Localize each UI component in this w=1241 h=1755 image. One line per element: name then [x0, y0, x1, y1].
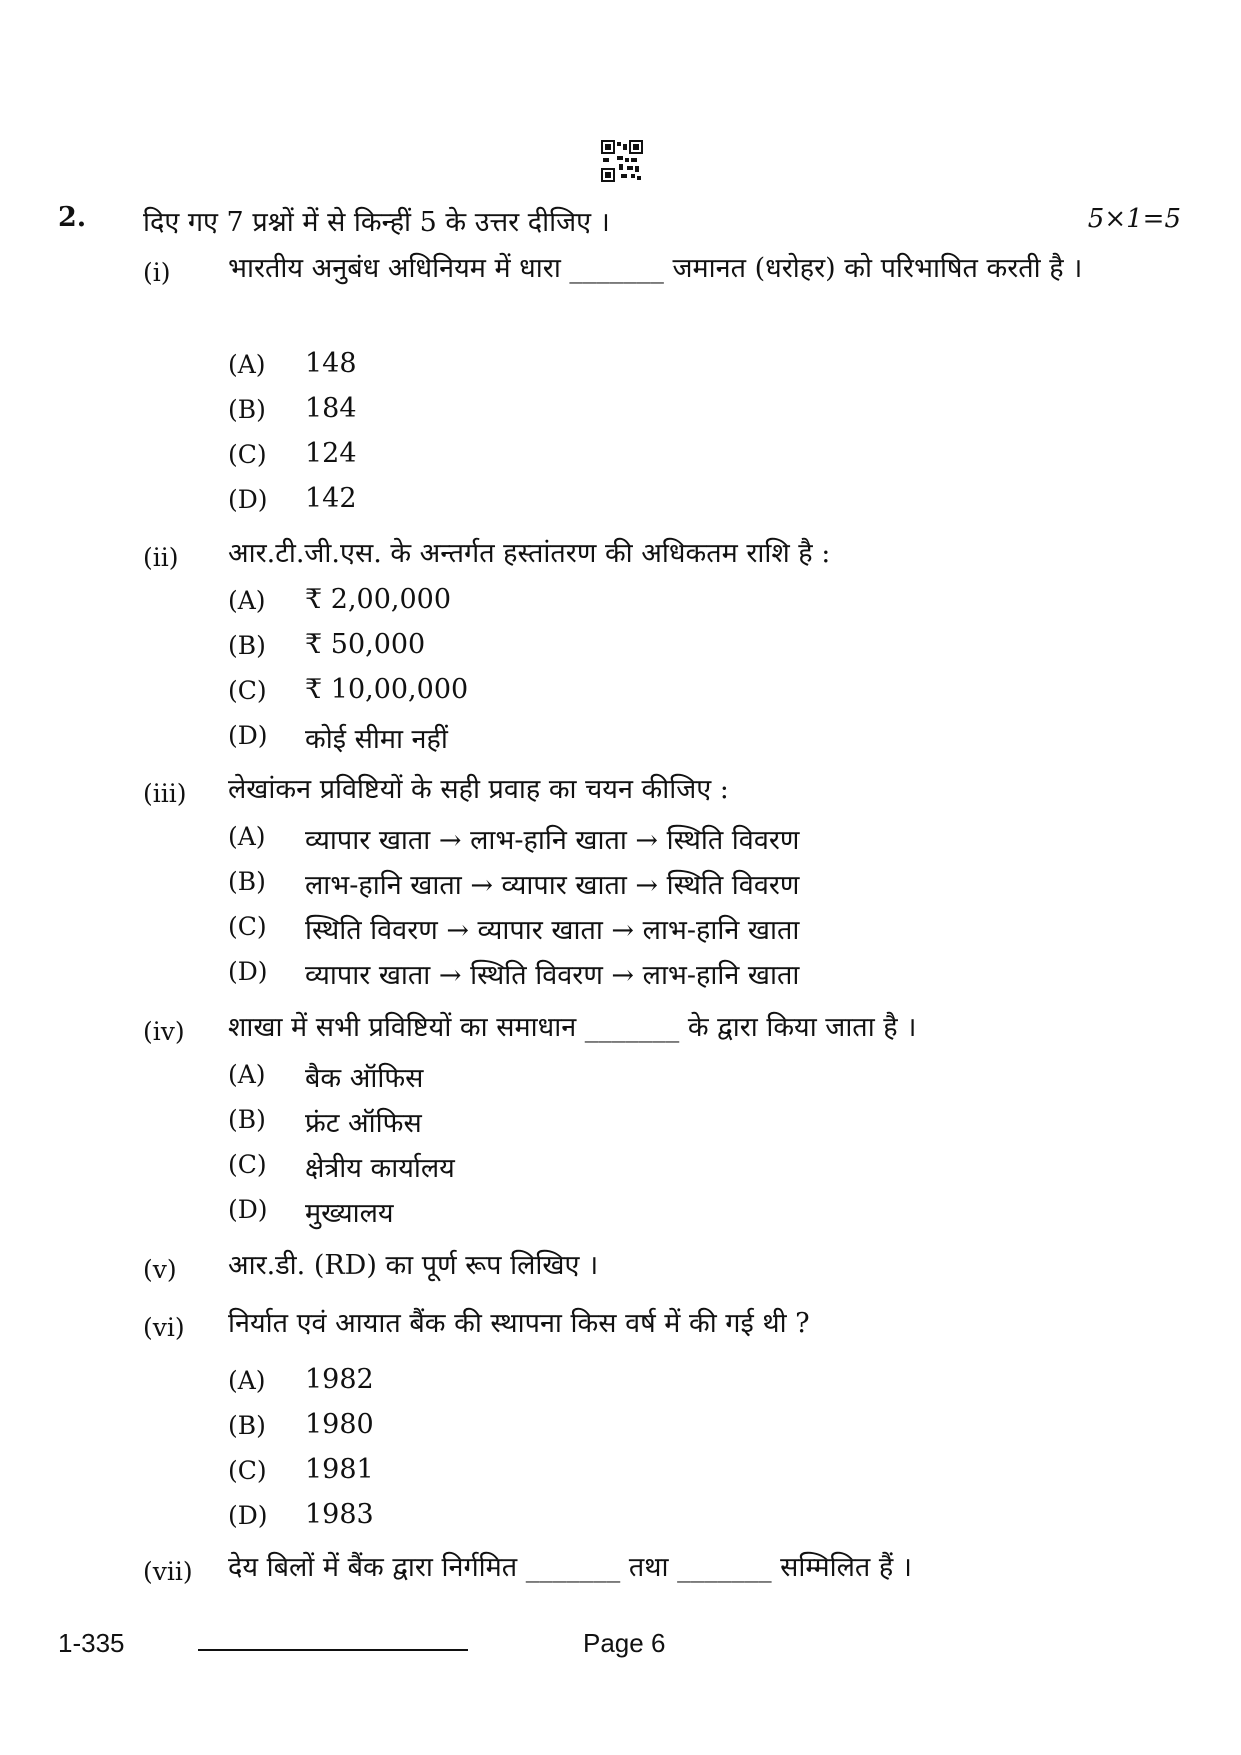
footer-divider [198, 1649, 468, 1651]
option-text: लाभ-हानि खाता → व्यापार खाता → स्थिति विवरण [305, 870, 800, 901]
marks-allocation: 5×1=5 [1087, 204, 1181, 234]
option-text: 148 [305, 348, 357, 379]
option-label: (A) [228, 1366, 266, 1395]
subquestion-number: (vi) [143, 1313, 185, 1342]
option-label: (B) [228, 1105, 266, 1134]
option-label: (D) [228, 957, 268, 986]
option-text: फ्रंट ऑफिस [305, 1108, 422, 1139]
subquestion-number: (vii) [143, 1557, 193, 1586]
option-label: (B) [228, 1411, 266, 1440]
option-text: व्यापार खाता → लाभ-हानि खाता → स्थिति विवरण [305, 825, 800, 856]
option-label: (A) [228, 822, 266, 851]
option-label: (A) [228, 350, 266, 379]
subquestion-stem: भारतीय अनुबंध अधिनियम में धारा _______ जमानत (धरोहर) को परिभाषित करती है । [228, 253, 1083, 284]
subquestion-number: (i) [143, 258, 171, 287]
option-text: व्यापार खाता → स्थिति विवरण → लाभ-हानि खाता [305, 960, 800, 991]
option-text: ₹ 10,00,000 [305, 674, 469, 705]
subquestion-number: (iii) [143, 779, 187, 808]
question-number: 2. [58, 202, 87, 233]
option-label: (C) [228, 912, 267, 941]
option-text: क्षेत्रीय कार्यालय [305, 1153, 455, 1184]
option-text: ₹ 2,00,000 [305, 584, 451, 615]
question-instruction: दिए गए 7 प्रश्नों में से किन्हीं 5 के उत्तर दीजिए । [143, 207, 610, 238]
option-text: 1981 [305, 1454, 374, 1485]
subquestion-stem: लेखांकन प्रविष्टियों के सही प्रवाह का चयन कीजिए : [228, 774, 729, 805]
option-text: 1982 [305, 1364, 374, 1395]
option-text: स्थिति विवरण → व्यापार खाता → लाभ-हानि खाता [305, 915, 800, 946]
subquestion-stem: निर्यात एवं आयात बैंक की स्थापना किस वर्ष में की गई थी ? [228, 1308, 810, 1339]
subquestion-stem: शाखा में सभी प्रविष्टियों का समाधान _______ के द्वारा किया जाता है । [228, 1012, 917, 1043]
qr-code-icon [601, 140, 643, 182]
option-text: ₹ 50,000 [305, 629, 426, 660]
option-label: (C) [228, 676, 267, 705]
option-label: (B) [228, 867, 266, 896]
option-label: (D) [228, 1501, 268, 1530]
option-text: 1983 [305, 1499, 374, 1530]
subquestion-number: (iv) [143, 1017, 185, 1046]
option-label: (C) [228, 440, 267, 469]
page-number: Page 6 [583, 1628, 666, 1658]
subquestion-stem: आर.टी.जी.एस. के अन्तर्गत हस्तांतरण की अधिकतम राशि है : [228, 538, 831, 569]
option-text: बैक ऑफिस [305, 1063, 424, 1094]
option-label: (B) [228, 631, 266, 660]
option-label: (A) [228, 1060, 266, 1089]
option-text: 1980 [305, 1409, 374, 1440]
subquestion-number: (ii) [143, 543, 179, 572]
paper-code: 1-335 [58, 1628, 125, 1658]
option-text: 124 [305, 438, 357, 469]
subquestion-stem: आर.डी. (RD) का पूर्ण रूप लिखिए । [228, 1250, 599, 1281]
option-label: (D) [228, 485, 268, 514]
option-label: (B) [228, 395, 266, 424]
option-label: (D) [228, 721, 268, 750]
option-label: (C) [228, 1456, 267, 1485]
option-label: (D) [228, 1195, 268, 1224]
option-label: (A) [228, 586, 266, 615]
option-text: मुख्यालय [305, 1198, 394, 1229]
option-text: 184 [305, 393, 357, 424]
subquestion-stem: देय बिलों में बैंक द्वारा निर्गमित _______ तथा _______ सम्मिलित हैं । [228, 1552, 913, 1583]
option-text: 142 [305, 483, 357, 514]
subquestion-number: (v) [143, 1255, 177, 1284]
option-label: (C) [228, 1150, 267, 1179]
option-text: कोई सीमा नहीं [305, 724, 448, 755]
